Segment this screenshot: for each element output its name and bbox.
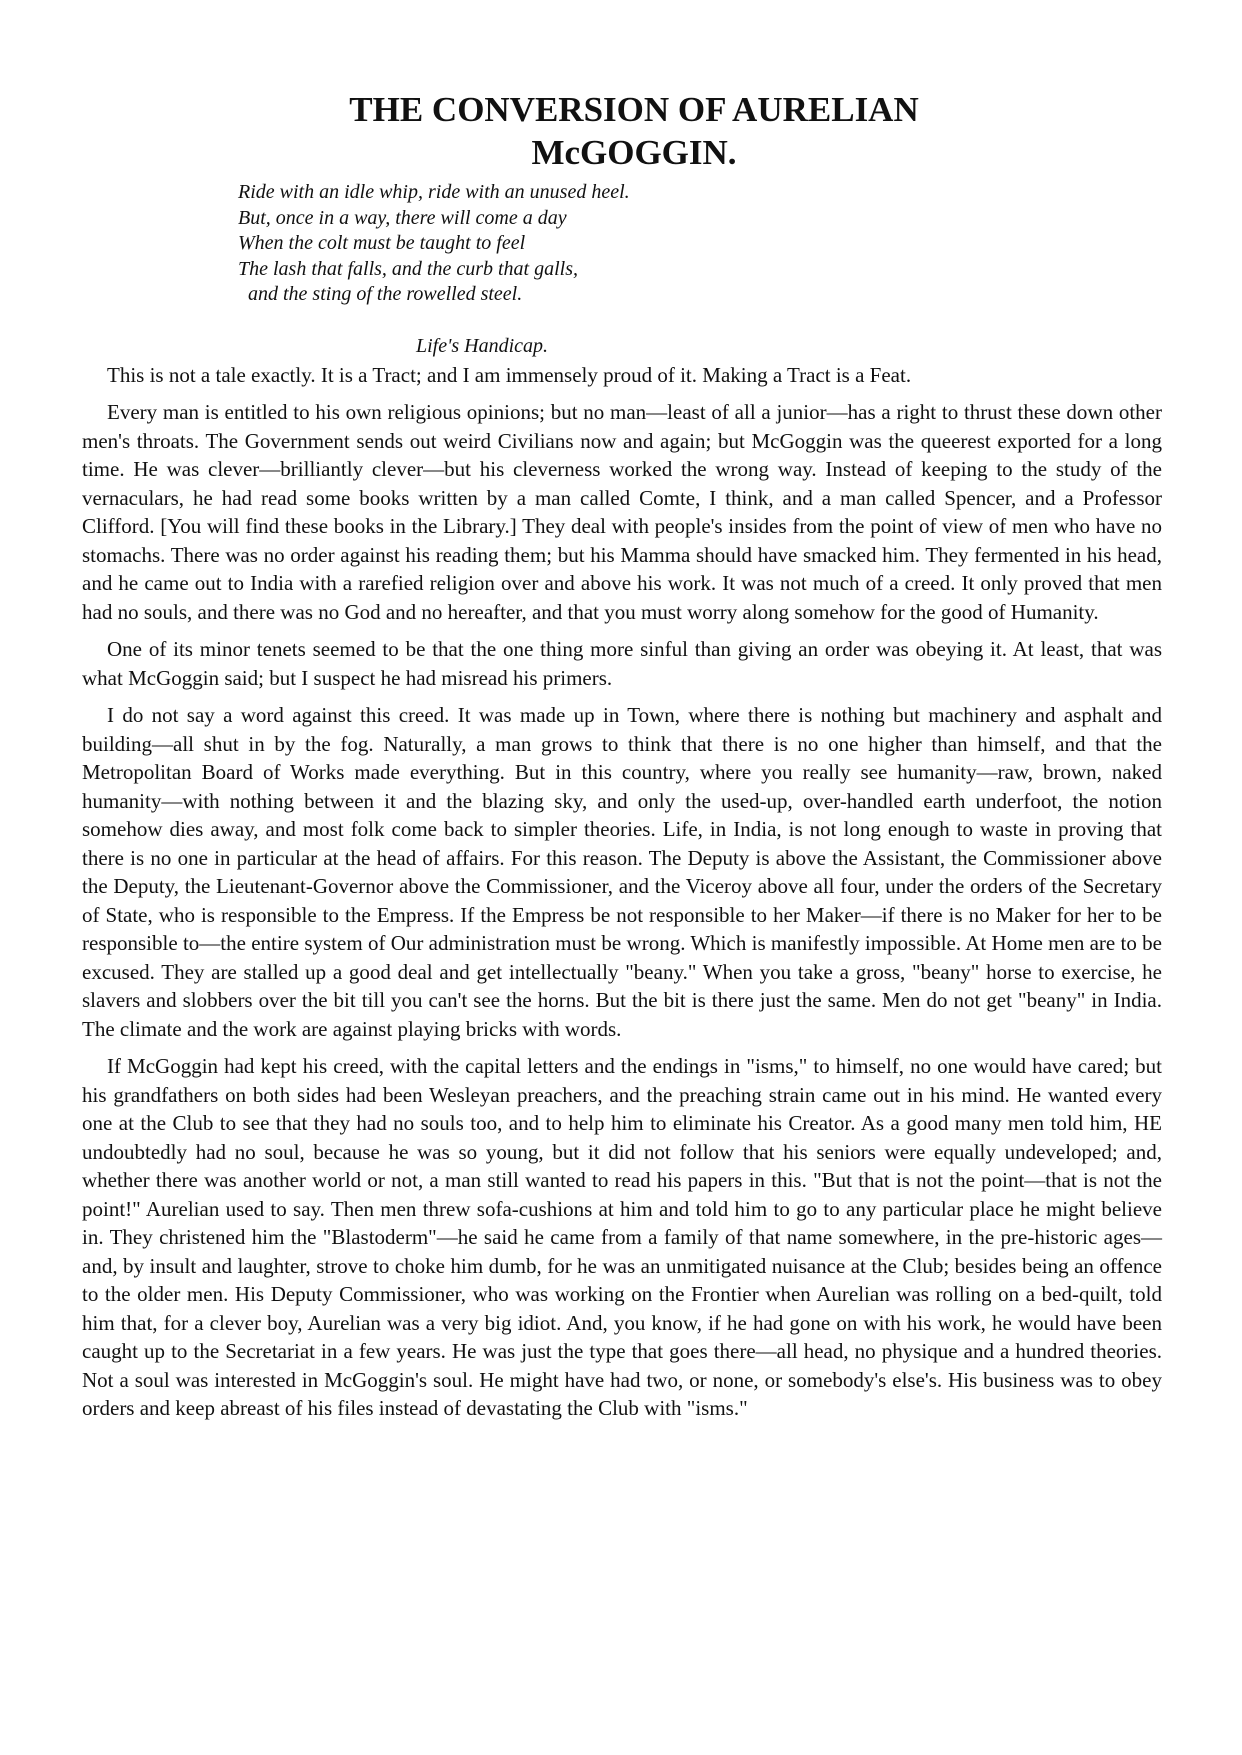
epigraph-line: Ride with an idle whip, ride with an unused heel. — [238, 181, 630, 203]
body-paragraph: This is not a tale exactly. It is a Tract; and I am immensely proud of it. Making a Tract is a Feat. — [107, 362, 912, 387]
body-paragraph: If McGoggin had kept his creed, with the capital letters and the endings in "isms," to himself, no one would have cared; but his grandfathers on both sides had been Wesleyan preachers, and the preaching strain came out in his mind. He wanted every one at the Club to see that they had no souls too, and to help him to eliminate his Creator. As a good many men told him, HE undoubtedly had no soul, because he was so young, but it did not follow that his seniors were equally undeveloped; and, whether there was another world or not, a man still wanted to read his papers in this. "But that is not the point—that is not the point!" Aurelian used to say. Then men threw sofa-cushions at him and told him to go to any particular place he might believe in. They christened him the "Blastoderm"—he said he came from a family of that name somewhere, in the pre-historic ages—and, by insult and laughter, strove to choke him dumb, for he was an unmitigated nuisance at the Club; besides being an offence to the older men. His Deputy Commissioner, who was working on the Frontier when Aurelian was rolling on a bed-quilt, told him that, for a clever boy, Aurelian was a very big idiot. And, you know, if he had gone on with his work, he would have been caught up to the Secretariat in a few years. He was just the type that goes there—all head, no physique and a hundred theories. Not a soul was interested in McGoggin's soul. He might have had two, or none, or somebody's else's. His business was to obey orders and keep abreast of his files instead of devastating the Club with "isms." — [82, 1054, 1162, 1420]
story-title — [82, 88, 1162, 174]
epigraph-line: But, once in a way, there will come a day — [238, 206, 567, 229]
title-line-2: McGOGGIN. — [531, 133, 737, 172]
epigraph — [238, 180, 1162, 308]
title-line-1: THE CONVERSION OF AURELIAN — [349, 90, 919, 129]
body-paragraph: Every man is entitled to his own religious opinions; but no man—least of all a junior—has a right to thrust these down other men's throats. The Government sends out weird Civilians now and again; but McGoggin was the queerest exported for a long time. He was clever—brilliantly clever—but his cleverness worked the wrong way. Instead of keeping to the study of the vernaculars, he had read some books written by a man called Comte, I think, and a man called Spencer, and a Professor Clifford. [You will find these books in the Library.] They deal with people's insides from the point of view of men who have no stomachs. There was no order against his reading them; but his Mamma should have smacked him. They fermented in his head, and he came out to India with a rarefied religion over and above his work. It was not much of a creed. It only proved that men had no souls, and there was no God and no hereafter, and that you must worry along somehow for the good of Humanity. — [82, 400, 1162, 624]
epigraph-line: The lash that falls, and the curb that galls, — [238, 257, 579, 280]
body-paragraph: One of its minor tenets seemed to be that the one thing more sinful than giving an order was obeying it. At least, that was what McGoggin said; but I suspect he had misread his primers. — [82, 637, 1162, 690]
body-paragraph: I do not say a word against this creed. It was made up in Town, where there is nothing but machinery and asphalt and building—all shut in by the fog. Naturally, a man grows to think that there is no one higher than himself, and that the Metropolitan Board of Works made everything. But in this country, where you really see humanity—raw, brown, naked humanity—with nothing between it and the blazing sky, and only the used-up, over-handled earth underfoot, the notion somehow dies away, and most folk come back to simpler theories. Life, in India, is not long enough to waste in proving that there is no one in particular at the head of affairs. For this reason. The Deputy is above the Assistant, the Commissioner above the Deputy, the Lieutenant-Governor above the Commissioner, and the Viceroy above all four, under the orders of the Secretary of State, who is responsible to the Empress. If the Empress be not responsible to her Maker—if there is no Maker for her to be responsible to—the entire system of Our administration must be wrong. Which is manifestly impossible. At Home men are to be excused. They are stalled up a good deal and get intellectually "beany." When you take a gross, "beany" horse to exercise, he slavers and slobbers over the bit till you can't see the horns. But the bit is there just the same. Men do not get "beany" in India. The climate and the work are against playing bricks with words. — [82, 703, 1162, 1041]
epigraph-line: When the colt must be taught to feel — [238, 232, 526, 254]
epigraph-attribution: Life's Handicap. — [416, 334, 549, 357]
document-page — [82, 88, 1162, 1423]
epigraph-line: and the sting of the rowelled steel. — [238, 283, 523, 305]
